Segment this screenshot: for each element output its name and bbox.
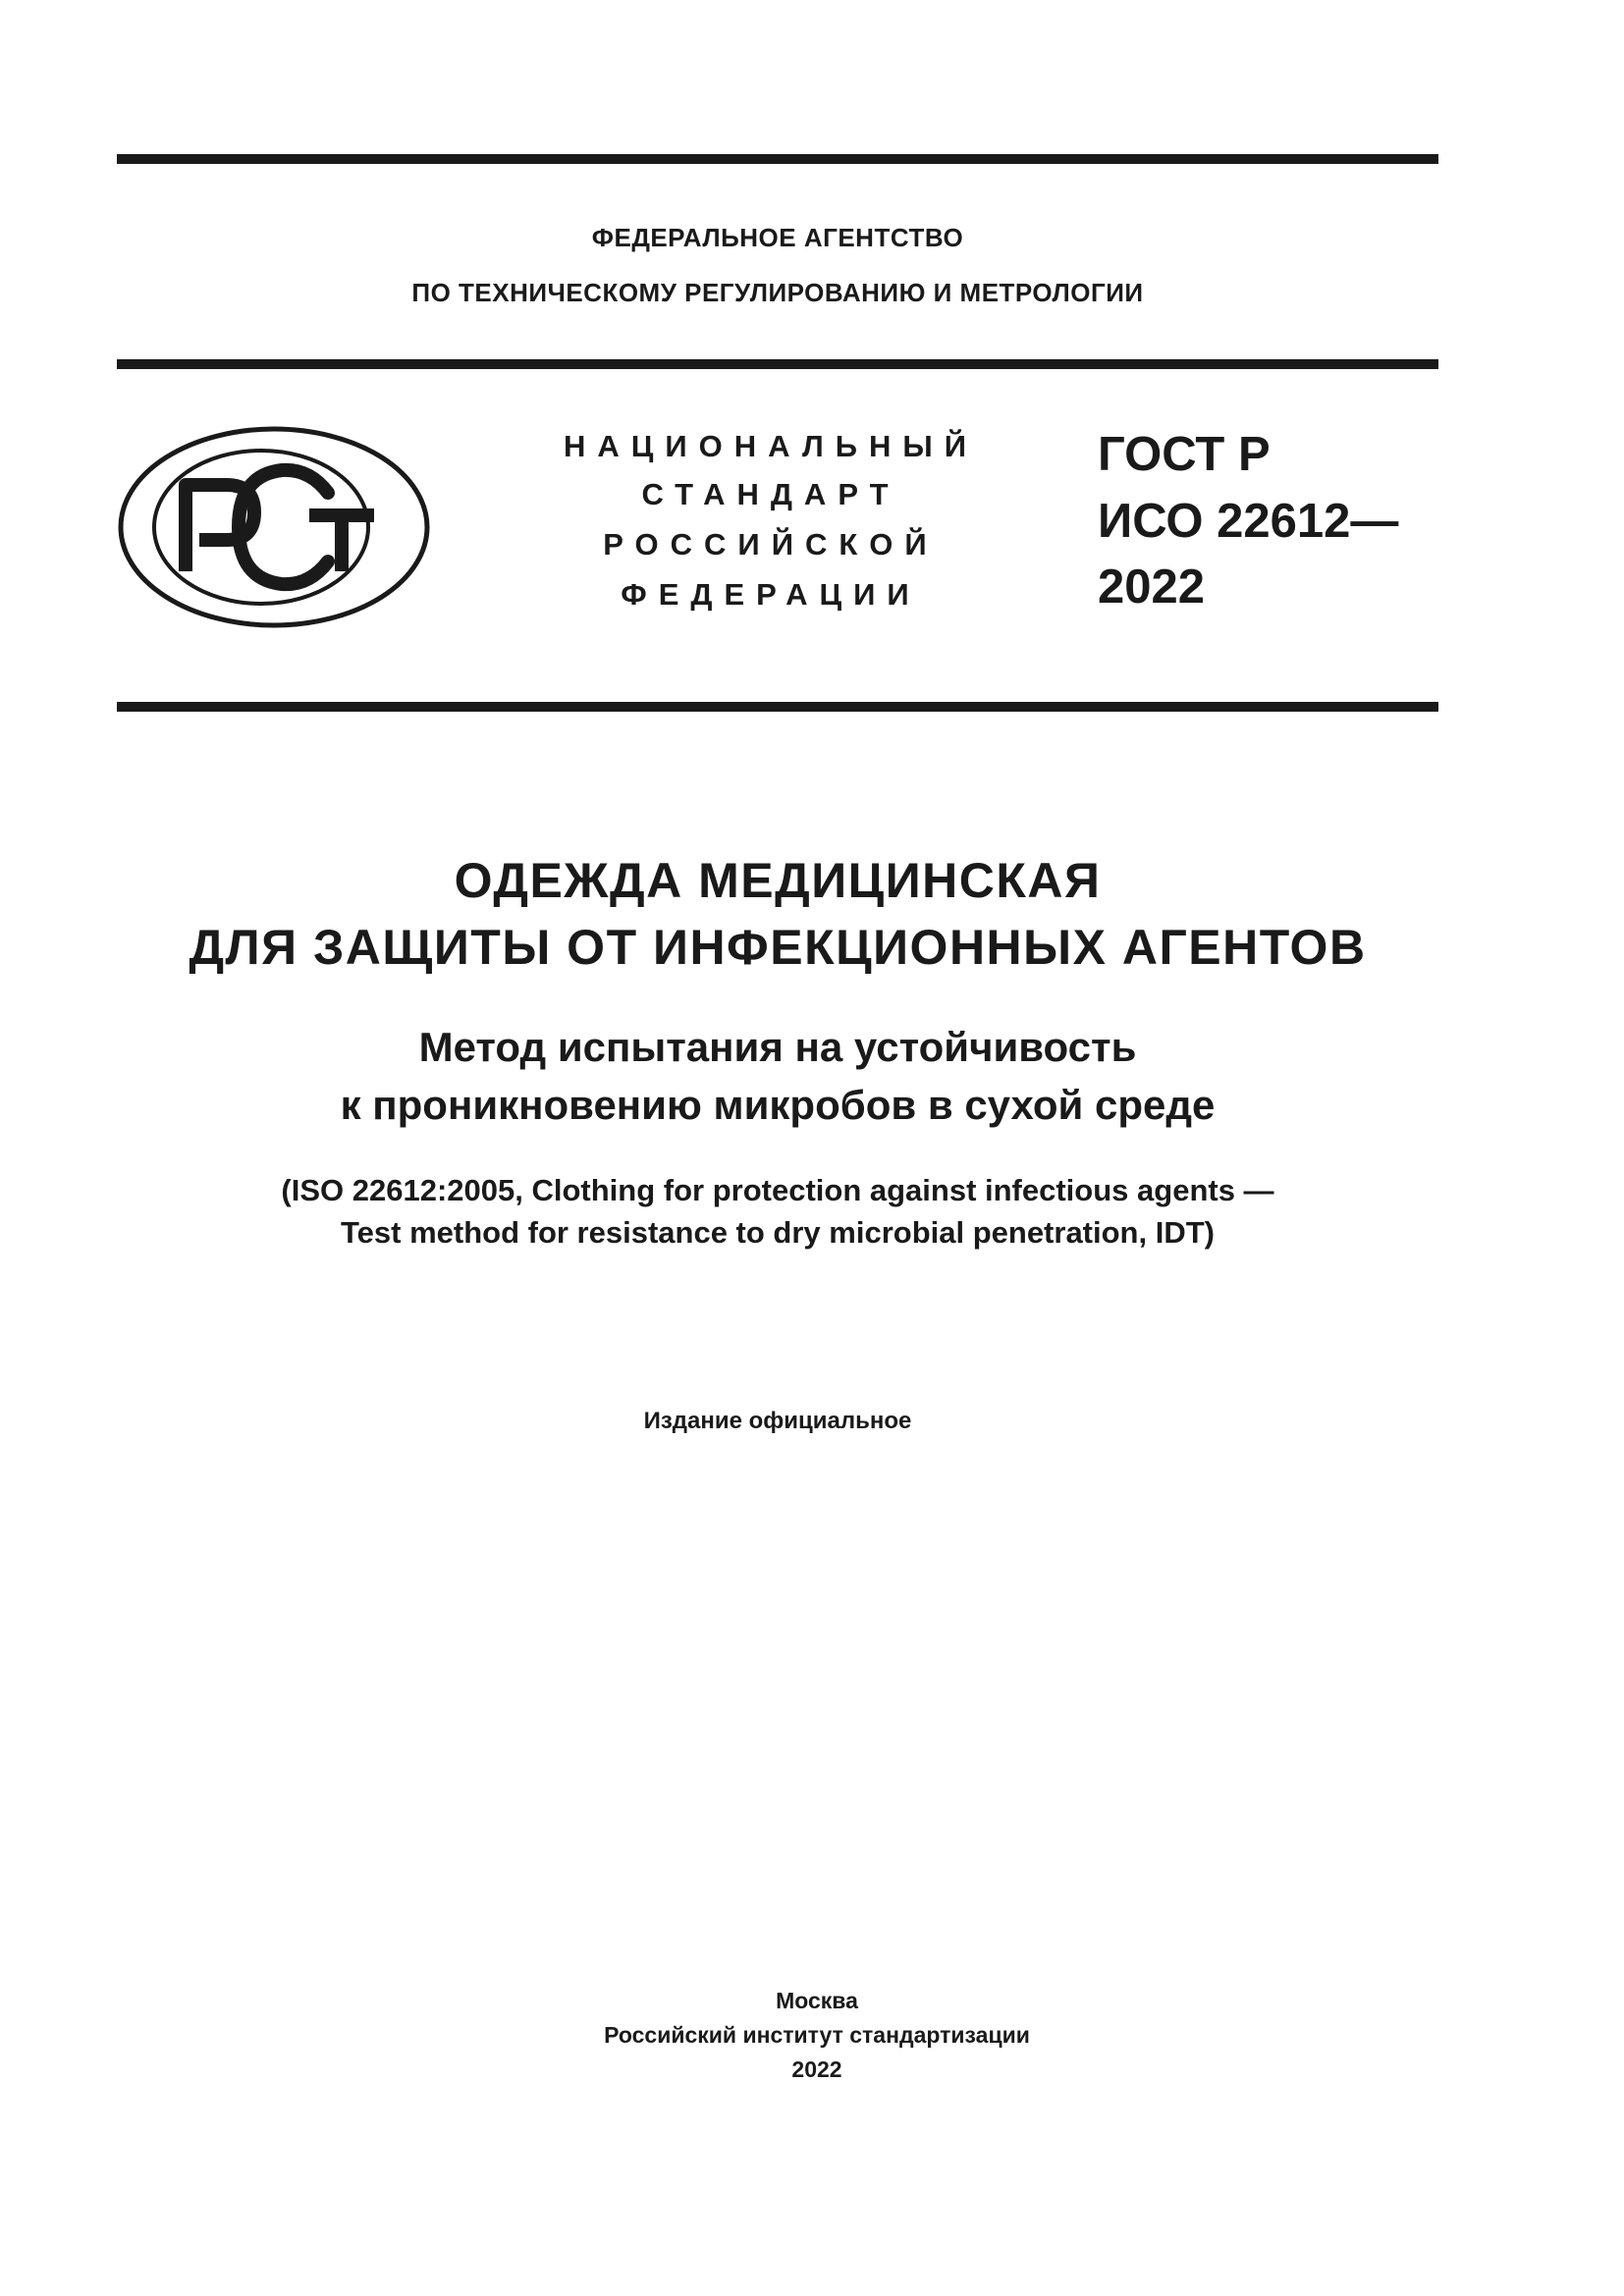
top-rule: [117, 154, 1438, 164]
national-standard-line-3: РОССИЙСКОЙ: [603, 527, 939, 561]
document-title-line-2: ДЛЯ ЗАЩИТЫ ОТ ИНФЕКЦИОННЫХ АГЕНТОВ: [189, 920, 1367, 975]
imprint-publisher: Российский институт стандартизации: [604, 2022, 1030, 2048]
imprint-city: Москва: [776, 1988, 858, 2013]
agency-name-line-1: ФЕДЕРАЛЬНОЕ АГЕНТСТВО: [591, 223, 964, 252]
imprint-year: 2022: [791, 2056, 842, 2082]
edition-note: Издание официальное: [643, 1408, 912, 1434]
national-standard-line-2: СТАНДАРТ: [641, 477, 900, 511]
agency-name-line-2: ПО ТЕХНИЧЕСКОМУ РЕГУЛИРОВАНИЮ И МЕТРОЛОГИИ: [411, 278, 1144, 307]
national-standard-line-1: НАЦИОНАЛЬНЫЙ: [563, 429, 979, 463]
standard-designation-line-1: ГОСТ Р: [1098, 428, 1271, 481]
document-title-line-1: ОДЕЖДА МЕДИЦИНСКАЯ: [454, 853, 1102, 908]
header-bottom-rule: [117, 702, 1438, 712]
document-subtitle-line-1: Метод испытания на устойчивость: [418, 1024, 1137, 1070]
header-rule: [117, 359, 1438, 369]
national-standard-line-4: ФЕДЕРАЦИИ: [621, 577, 921, 612]
iso-reference-line-2: Test method for resistance to dry microbial penetration, IDT): [341, 1215, 1215, 1250]
standard-designation-line-2: ИСО 22612—: [1098, 495, 1399, 548]
rst-logo-icon: [117, 424, 431, 630]
iso-reference-line-1: (ISO 22612:2005, Clothing for protection against infectious agents —: [281, 1173, 1274, 1207]
document-subtitle-line-2: к проникновению микробов в сухой среде: [340, 1082, 1216, 1128]
standard-designation-line-3: 2022: [1098, 561, 1206, 614]
